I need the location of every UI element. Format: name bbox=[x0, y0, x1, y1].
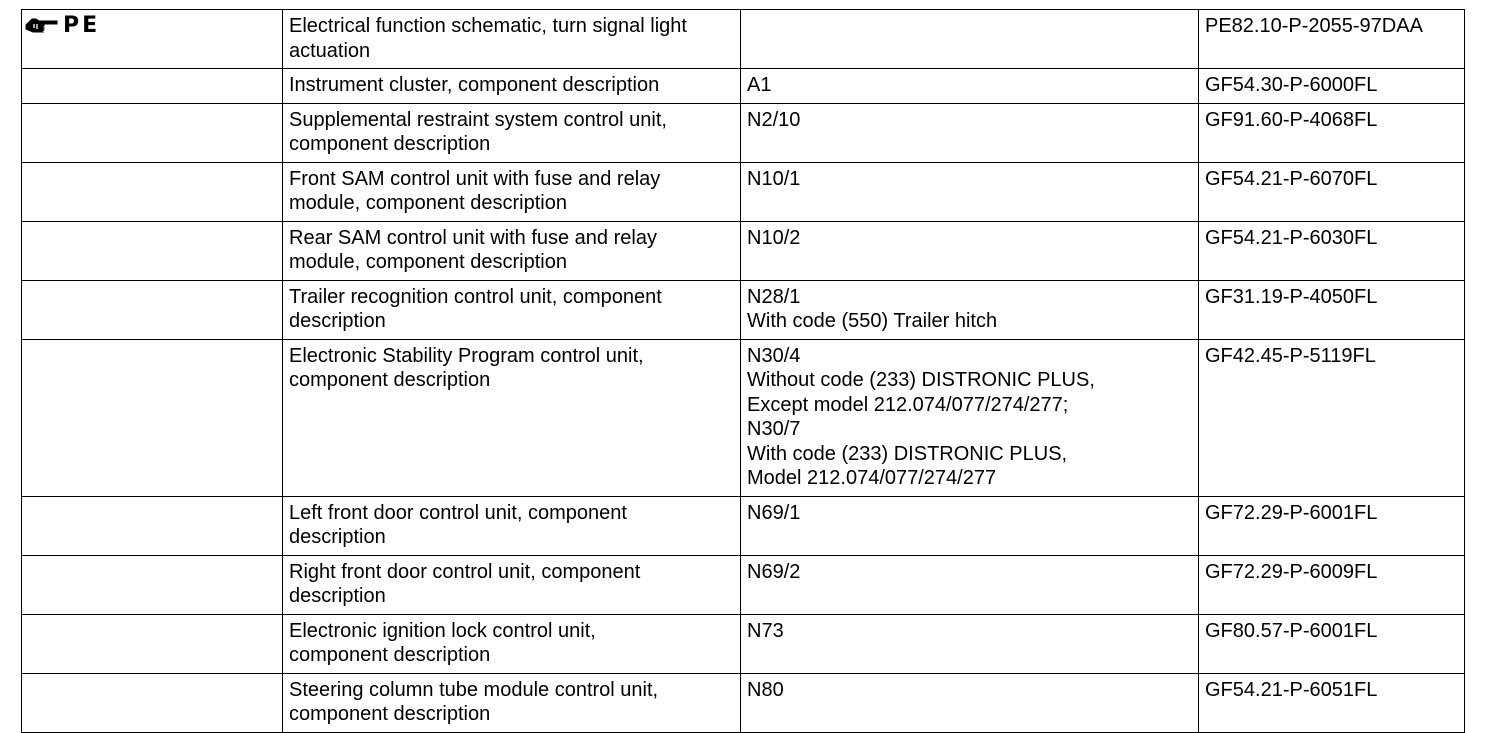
description-line: module, component description bbox=[289, 192, 567, 214]
designation-line: With code (233) DISTRONIC PLUS, bbox=[747, 442, 1068, 465]
pe-label: PE bbox=[63, 13, 101, 38]
description-line: Right front door control unit, component bbox=[289, 560, 641, 583]
marker-cell bbox=[22, 221, 283, 280]
table-row bbox=[22, 339, 1465, 496]
designation-cell bbox=[741, 10, 1199, 69]
table-row bbox=[22, 69, 1465, 104]
table-row bbox=[22, 162, 1465, 221]
designation-line: Without code (233) DISTRONIC PLUS, bbox=[747, 369, 1095, 391]
document-number[interactable]: GF54.21-P-6070FL bbox=[1205, 167, 1378, 190]
designation-line: N30/7 bbox=[747, 418, 801, 440]
description-line: Steering column tube module control unit, bbox=[289, 678, 659, 701]
description-cell bbox=[283, 339, 741, 496]
marker-cell bbox=[22, 280, 283, 339]
document-number[interactable]: GF54.30-P-6000FL bbox=[1205, 74, 1378, 96]
description-cell bbox=[283, 10, 741, 69]
document-cell bbox=[1199, 10, 1465, 69]
marker-cell bbox=[22, 162, 283, 221]
description-cell bbox=[283, 221, 741, 280]
description-line: description bbox=[289, 585, 386, 607]
description-line: Instrument cluster, component description bbox=[289, 74, 660, 96]
document-cell bbox=[1199, 496, 1465, 555]
reference-table bbox=[21, 9, 1465, 733]
designation-cell bbox=[741, 496, 1199, 555]
document-cell bbox=[1199, 614, 1465, 673]
description-cell bbox=[283, 673, 741, 732]
designation-line: Except model 212.074/077/274/277; bbox=[747, 393, 1069, 416]
document-number[interactable]: GF42.45-P-5119FL bbox=[1205, 344, 1376, 367]
designation-line: N30/4 bbox=[747, 344, 801, 367]
marker-cell bbox=[22, 673, 283, 732]
description-line: Supplemental restraint system control unit, bbox=[289, 108, 667, 131]
pointing-hand-icon bbox=[25, 16, 59, 36]
document-number[interactable]: GF54.21-P-6051FL bbox=[1205, 678, 1378, 701]
marker-cell bbox=[22, 10, 283, 69]
table-row bbox=[22, 555, 1465, 614]
description-line: Left front door control unit, component bbox=[289, 501, 627, 524]
document-number[interactable]: GF54.21-P-6030FL bbox=[1205, 226, 1378, 249]
marker-cell bbox=[22, 614, 283, 673]
designation-line: N69/1 bbox=[747, 501, 801, 524]
designation-cell bbox=[741, 69, 1199, 104]
designation-cell bbox=[741, 162, 1199, 221]
designation-cell bbox=[741, 614, 1199, 673]
description-line: Front SAM control unit with fuse and relay bbox=[289, 167, 661, 190]
marker-cell bbox=[22, 339, 283, 496]
document-cell bbox=[1199, 69, 1465, 104]
description-line: component description bbox=[289, 644, 491, 666]
description-cell bbox=[283, 614, 741, 673]
description-line: component description bbox=[289, 703, 491, 725]
designation-line: N2/10 bbox=[747, 108, 801, 131]
designation-line: N80 bbox=[747, 678, 784, 701]
designation-line: Model 212.074/077/274/277 bbox=[747, 467, 997, 489]
document-number[interactable]: GF80.57-P-6001FL bbox=[1205, 619, 1378, 642]
marker-cell bbox=[22, 69, 283, 104]
document-cell bbox=[1199, 103, 1465, 162]
designation-cell bbox=[741, 339, 1199, 496]
table-row bbox=[22, 103, 1465, 162]
designation-line: With code (550) Trailer hitch bbox=[747, 310, 998, 332]
marker-cell bbox=[22, 496, 283, 555]
description-line: description bbox=[289, 526, 386, 548]
document-number[interactable]: PE82.10-P-2055-97DAA bbox=[1205, 15, 1423, 37]
description-line: module, component description bbox=[289, 251, 567, 273]
designation-line: N69/2 bbox=[747, 560, 801, 583]
description-line: Electronic ignition lock control unit, bbox=[289, 619, 596, 642]
table-row bbox=[22, 280, 1465, 339]
description-line: description bbox=[289, 310, 386, 332]
designation-cell bbox=[741, 555, 1199, 614]
document-number[interactable]: GF72.29-P-6001FL bbox=[1205, 501, 1378, 524]
description-line: Trailer recognition control unit, component bbox=[289, 285, 662, 308]
description-line: Rear SAM control unit with fuse and relay bbox=[289, 226, 657, 249]
description-cell bbox=[283, 280, 741, 339]
designation-line: N28/1 bbox=[747, 285, 801, 308]
table-row bbox=[22, 673, 1465, 732]
document-cell bbox=[1199, 221, 1465, 280]
table-row bbox=[22, 10, 1465, 69]
document-cell bbox=[1199, 555, 1465, 614]
document-cell bbox=[1199, 280, 1465, 339]
description-cell bbox=[283, 162, 741, 221]
designation-cell bbox=[741, 221, 1199, 280]
description-line: actuation bbox=[289, 39, 371, 62]
document-cell bbox=[1199, 339, 1465, 496]
document-number[interactable]: GF91.60-P-4068FL bbox=[1205, 108, 1378, 131]
table-row bbox=[22, 221, 1465, 280]
designation-line: N10/1 bbox=[747, 167, 801, 190]
description-line: component description bbox=[289, 369, 491, 391]
document-cell bbox=[1199, 673, 1465, 732]
marker-cell bbox=[22, 555, 283, 614]
designation-cell bbox=[741, 103, 1199, 162]
designation-cell bbox=[741, 280, 1199, 339]
designation-line: N73 bbox=[747, 619, 784, 642]
designation-line: N10/2 bbox=[747, 226, 801, 249]
table-row bbox=[22, 496, 1465, 555]
reference-table-body bbox=[22, 10, 1465, 733]
description-cell bbox=[283, 555, 741, 614]
description-line: Electronic Stability Program control unit, bbox=[289, 344, 644, 367]
designation-line: A1 bbox=[747, 74, 772, 96]
description-line: Electrical function schematic, turn signal light bbox=[289, 15, 687, 37]
description-cell bbox=[283, 103, 741, 162]
document-number[interactable]: GF31.19-P-4050FL bbox=[1205, 285, 1378, 308]
pe-marker bbox=[25, 14, 100, 38]
description-line: component description bbox=[289, 133, 491, 155]
designation-cell bbox=[741, 673, 1199, 732]
marker-cell bbox=[22, 103, 283, 162]
description-cell bbox=[283, 496, 741, 555]
description-cell bbox=[283, 69, 741, 104]
table-row bbox=[22, 614, 1465, 673]
document-number[interactable]: GF72.29-P-6009FL bbox=[1205, 560, 1378, 583]
document-cell bbox=[1199, 162, 1465, 221]
